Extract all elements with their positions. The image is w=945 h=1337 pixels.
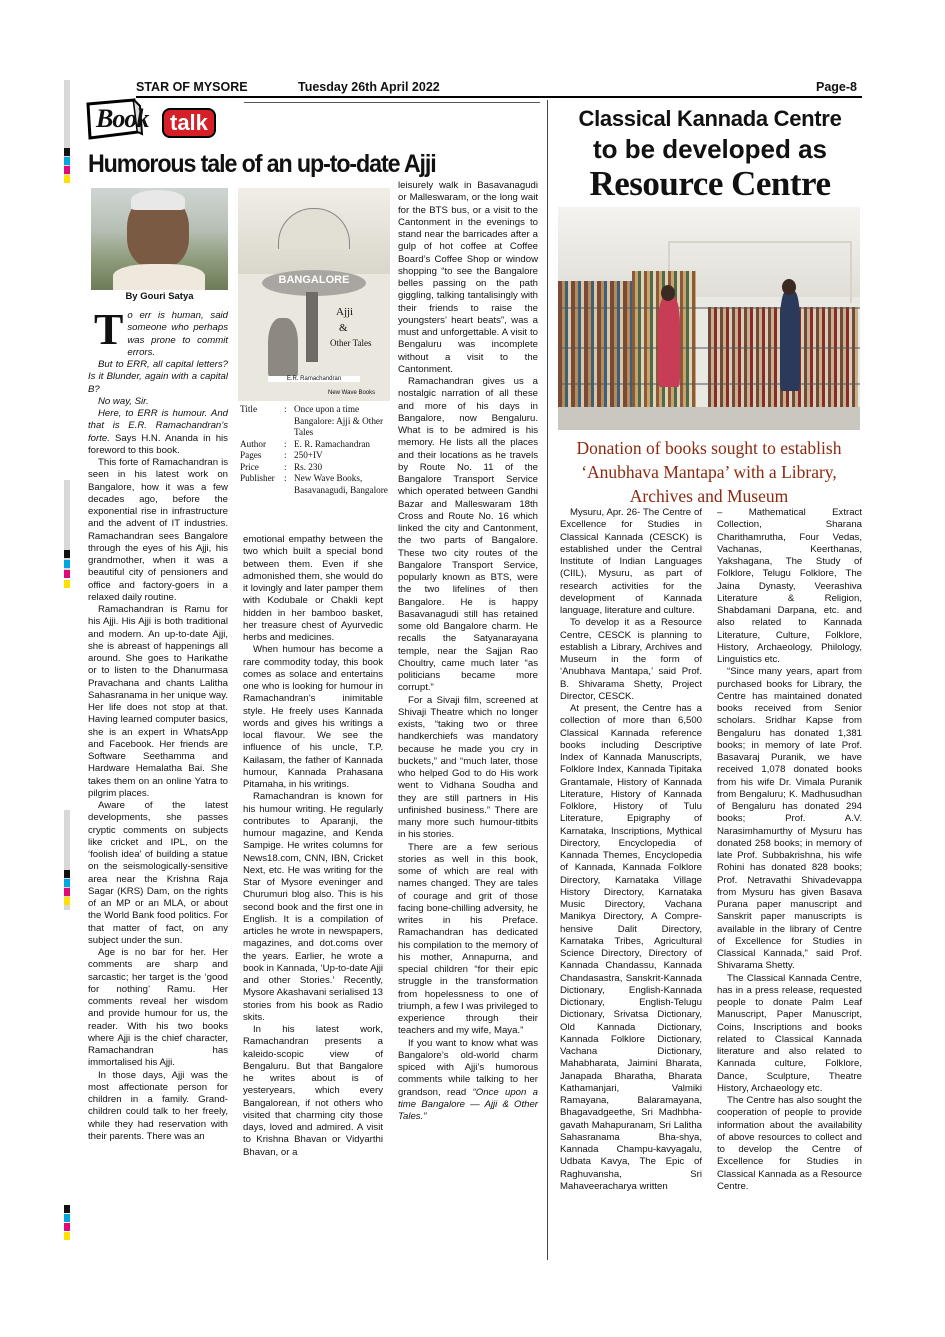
cover-subtitle-1: Ajji <box>336 306 354 318</box>
para: Ramachandran is known for his humour writing. He regularly contributes to Aparanji, the humour magazine, and Kenda Sampige. He writes columns for News18.com, CNN, IBN, Cricket Next, etc. He was writing for the Star of Mysore eveninger and Churumuri blog also. This is his second book and the first one in English. It is a compilation of articles he wrote in newspapers, magazines, and dot.coms over the years. Earlier, he wrote a book in Kannada, ‘Up-to-date Ajji and other Stories.’ Recently, Mysore Akashavani serialised 13 stories from his book as Radio skits. <box>243 791 383 1023</box>
issue-date: Tuesday 26th April 2022 <box>298 80 440 94</box>
para: Ramachandran gives us a nostalgic narration of all these and more of his days in Bangalore, now Bengaluru. What is to be admired is his memory. He lists all the places and their locations as he travels by Route No. 11 of the Bangalore Transport Service which operated between Gandhi Bazar and Malleswaram 18th Cross and Route No. 16 which linked the city and Cantonment, the two parts of Bangalore. These two city routes of the Bangalore Transport Service, popularly known as BTS, were the two lifelines of then Bangalore. He is happy Basavanagudi still has retained some old Bangalore charm. He recalls the Satyanarayana temple, near the Sajjan Rao Choultry, came much later “as politicians became more corrupt.” <box>398 376 538 694</box>
dropcap: T <box>94 305 124 354</box>
para: o err is human, said someone who perhaps was prone to commit errors. <box>127 310 228 358</box>
para: Aware of the latest developments, she passes cryptic comments on subjects like cricket and IPL, on the ‘foolish idea’ of building a statue on the seismologically-sensitive area near the Krishna Raja Sagar (KRS) Dam, on the rights of an MP or an MLA, or about the World Bank food politics. For that matter of fact, on any subject under the sun. <box>88 800 228 946</box>
right-article-col1 <box>560 507 702 1193</box>
para: “Since many years, apart from purchased books for Library, the Centre has maintained donated books received from Senior scholars. Sridhar Kapse from Bengaluru has donated 1,381 books; in memory of late Prof. Basavaraj Puranik, we have received 1,078 donated books from his wife Dr. Vimala Puranik from Bengaluru; K. Madhusudhan of Bengaluru has donated 294 books; Prof. A.V. Narasimhamurthy of Mysuru has donated 258 books; in memory of late Prof. Subbakrishna, his wife Rohini has donated 828 books; Prof. Netravathi Shivadevappa from Mysuru has given Basava Purana paper manuscript and Sanskrit paper manuscripts is available in the library of Centre of Excellence for Studies in Classical Kannada,” said Prof. Shivarama Shetty. <box>717 666 862 972</box>
para: If you want to know what was Bangalore’s old-world charm spiced with Ajji’s humorous comments while talking to her grandson, read <box>398 1037 538 1098</box>
para: At present, the Centre has a collection of more than 6,500 Classical Kannada reference books including Descriptive Index of Kannada Manuscripts, Folklore Index, Kannada Tipitaka Grantamale, History of Kannada Literature, History of Kannada Folklore, History of Tulu Literature, Epigraphy of Karnataka, Inscriptions, Mythical Directory, Encyclopedia of Kannada Themes, Encyclopedia of Kannada, Kannada Folklore Directory, Karnataka Village History Directory, Karnataka Music Directory, Vachana Manikya Directory, A Compre-hensive Dalit Directory, Karnataka Tribes, Agricultural Science Directory, Directory of Kannada Chandassu, Kannada Chandasastra, Sanskrit-Kannada Dictionary, English-Kannada Dictionary, English-Telugu Dictionary, Srivatsa Dictionary, Old Kannada Dictionary, Kannada Folklore Dictionary, Vachana Dictionary, Mahabharata, Jaimini Bharata, Janapada Bharatha, Bharata Kathamanjari, Valmiki Ramayana, Balaramayana, Bhagavadgeethe, Sri Madhbha-gavath Mahapuranam, Sri Lalitha Sahasranama Bha-shya, Kannada Champu-kavyagalu, Udbata Kavya, The Epic of Raghuvansha, Sri Mahaveeracharya written <box>560 703 702 1192</box>
left-article-col3 <box>398 180 538 1123</box>
right-headline-line3: Resource Centre <box>589 164 831 203</box>
right-headline-line1: Classical Kannada Centre <box>578 106 842 131</box>
book-talk-logo <box>82 98 240 142</box>
para: The Centre has also sought the cooperation of people to provide information about the availability of above resources to collect and to develop the Centre of Excellence for Studies in Classical Kannada as a Resource Centre. <box>717 1095 862 1192</box>
cover-publisher: New Wave Books <box>328 390 376 396</box>
logo-book-text: Book <box>96 104 149 133</box>
left-article-col2 <box>243 534 383 1159</box>
para: When humour has become a rare commodity today, this book comes as solace and entertains one who is looking for humour in Ramachandran’s inimitable style. He freely uses Kannada words and gives his writings a local flavour. We see the influence of his uncle, T.P. Kailasam, the father of Kannada humour, Kannada Prahasana Pitamaha, in his writings. <box>243 644 383 790</box>
column-divider <box>547 100 548 1260</box>
para: Age is no bar for her. Her comments are sharp and sarcastic; her target is the ‘good for nothing’ Ramu. Her comments reveal her wisdom and provide humour for us, the reader. With his two books where Ajji is the chief character, Ramachandran has immortalised his Ajji. <box>88 947 228 1069</box>
detail-publisher: Publisher : New Wave Books, Basavanagudi, Bangalore <box>240 473 388 495</box>
page-number: Page-8 <box>816 80 857 94</box>
para: There are a few serious stories as well in this book, some of which are real with names changed. They are tales of courage and grit of those facing bone-chilling adversity, he writes in his Preface. Ramachandran has dedicated his compilation to the memory of his mother, Annapurna, and special children “for their epic struggle in the transformation from hopelessness to one of triumph, a few I was privileged to experience through their teachers and my wife, Maya.” <box>398 841 538 1037</box>
cover-subtitle-3: Other Tales <box>330 338 372 348</box>
para: Here, to ERR is humour. And that is E.R. Ramachandran’s forte. <box>88 408 228 444</box>
detail-title: Title : Once upon a time Bangalore: Ajji & Other Tales <box>240 404 384 437</box>
logo-talk-text: talk <box>162 108 216 138</box>
para: But to ERR, all capital letters? Is it Blunder, again with a capital B? <box>88 359 228 395</box>
para: Mysuru, Apr. 26- The Centre of Excellence for Studies in Classical Kannada (CESCK) is established under the Central Institute of Indian Languages (CIIL), Mysuru, as part of research activities for the development of Kannada language, literature and culture. <box>560 507 702 616</box>
para: – Mathematical Extract Collection, Sharana Charithamrutha, Four Vedas, Vachanas, Keerthanas, Yakshagana, The Study of Folklore, Telugu Folklore, The Jaina Dynasty, Veerashiva Literature & Religion, Shabdamani Darpana, etc. and also related to Kannada Literature, Culture, Folklore, History, Archaeology, Philology, Linguistics etc. <box>717 507 862 665</box>
right-subhead: Donation of books sought to establish ‘Anubhava Mantapa’ with a Library, Archives and Museum <box>576 438 842 506</box>
book-cover <box>238 188 390 401</box>
paper-name: STAR OF MYSORE <box>136 80 248 94</box>
para: No way, Sir. <box>98 395 149 407</box>
cover-author: E.R. Ramachandran <box>268 376 360 382</box>
author-photo <box>91 188 228 290</box>
para: Says H.N. Ananda in his foreword to this book. <box>88 432 228 456</box>
para: In those days, Ajji was the most affectionate person for children in a family. Grand-children could talk to her freely, while they had reservation with their parents. There was an <box>88 1069 228 1142</box>
library-photo <box>558 207 860 430</box>
para: The Classical Kannada Centre, has in a press release, requested people to donate Palm Leaf Manuscript, Paper Manuscript, Coins, Inscriptions and books related to Classical Kannada literature and also related to Kannada culture, Folklore, Dance, Sculpture, Theatre History, Archaeology etc. <box>717 972 862 1094</box>
para: leisurely walk in Basavanagudi or Malleswaram, or the long wait for the BTS bus, or a visit to the Cantonment in the evenings to stand near the barricades after a gulp of hot coffee at Coffee Board’s Coffee Shop or window shopping “to see the Bangalore belles passing on the path giggling, talking tantalisingly with their friends to raise the youngsters’ heart beats”, was a must and unforgettable. A visit to Bengaluru was incomplete without a visit to the Cantonment. <box>398 180 538 375</box>
left-article-rule <box>244 102 540 103</box>
book-details <box>238 404 393 496</box>
para: This forte of Ramachandran is seen in his latest work on Bangalore, how it was a few decades ago, before the exponential rise in infrastructure and the advent of IT industries. Ramachandran sees Bangalore through the eyes of his Ajji, his grandmother, when it was a beautiful city of pensioners and office and factory-goers in a relaxed daily routine. <box>88 457 228 603</box>
cover-title: BANGALORE <box>278 274 350 286</box>
detail-price: Price : Rs. 230 <box>240 461 323 472</box>
para: For a Sivaji film, screened at Shivaji Theatre which no longer exists, “taking two or three handkerchiefs was mandatory because he made you cry in buckets,” and “much later, those who helped God to do His work went to Vidhana Soudha and they are still partners in His unfinished business.” There are many more such humour-titbits in his stories. <box>398 694 538 841</box>
para: To develop it as a Resource Centre, CESCK is planning to establish a Library, Archives and Museum in the form of ‘Anubhava Mantapa,’ said Prof. B. Shivarama Shetty, Project Director, CESCK. <box>560 617 702 702</box>
left-headline: Humorous tale of an up-to-date Ajji <box>88 150 436 178</box>
detail-pages: Pages : 250+IV <box>240 450 323 460</box>
detail-author: Author : E. R. Ramachandran <box>240 438 371 449</box>
para: In his latest work, Ramachandran presents a kaleido-scopic view of Bengaluru. But that Bangalore he writes about is of yesteryears, which every Bangalorean, if not others who visited that charming city those days, loved and admired. A visit to Krishna Bhavan or Vidyarthi Bhavan, or a <box>243 1024 383 1158</box>
cover-subtitle-2: & <box>339 322 348 334</box>
masthead-rule <box>136 96 862 98</box>
para: “Once upon a time Bangalore — Ajji & Other Tales.” <box>398 1086 538 1122</box>
byline: By Gouri Satya <box>125 291 194 302</box>
right-article-col2 <box>717 507 862 1193</box>
para: emotional empathy between the two which built a special bond between them. Even if she admonished them, she would do it lovingly and later pamper them with Kodubale or Chakli kept hidden in her bamboo basket, her treasure chest of Ayurvedic herbs and medicines. <box>243 534 383 643</box>
right-headline-line2: to be developed as <box>592 134 828 164</box>
registration-marks-left <box>64 80 72 1260</box>
para: Ramachandran is Ramu for his Ajji. His Ajji is both traditional and modern. An up-to-date Ajji, she is abreast of happenings all around. She goes to Harikathe or to listen to the Dhanurmasa Pravachana and chants Lalitha Sahasranama in her unique way. Her life does not stop at that. Having learned computer basics, she is an expert in WhatsApp and Facebook. Her friends are Software Seethamma and Hardware Hemalatha Bai. She takes them on an online Yatra to pilgrim places. <box>88 604 228 799</box>
left-article-col1 <box>88 305 228 1143</box>
